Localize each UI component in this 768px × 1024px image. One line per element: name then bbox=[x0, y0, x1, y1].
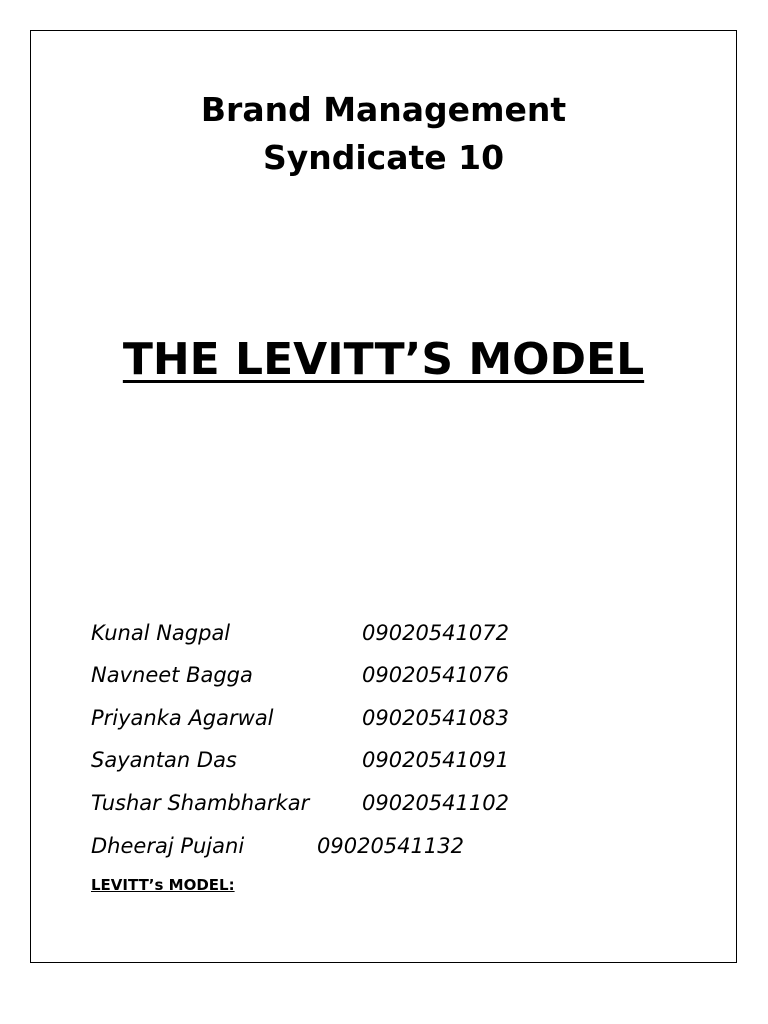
document-title-text: THE LEVITT’S MODEL bbox=[122, 334, 645, 385]
course-heading: Brand Management bbox=[200, 90, 567, 129]
member-name: Priyanka Agarwal bbox=[91, 706, 274, 730]
member-name: Dheeraj Pujani bbox=[91, 834, 245, 858]
member-name: Sayantan Das bbox=[91, 748, 237, 772]
member-id: 09020541076 bbox=[362, 663, 509, 687]
member-id: 09020541072 bbox=[362, 621, 509, 645]
member-name: Kunal Nagpal bbox=[91, 621, 231, 645]
member-id: 09020541091 bbox=[362, 748, 509, 772]
member-id: 09020541102 bbox=[362, 791, 509, 815]
document-title bbox=[30, 334, 737, 386]
member-name: Navneet Bagga bbox=[91, 663, 253, 687]
member-id: 09020541083 bbox=[362, 706, 509, 730]
section-heading: LEVITT’s MODEL: bbox=[91, 876, 235, 894]
member-id: 09020541132 bbox=[317, 834, 464, 858]
group-heading: Syndicate 10 bbox=[262, 138, 505, 177]
member-name: Tushar Shambharkar bbox=[91, 791, 310, 815]
